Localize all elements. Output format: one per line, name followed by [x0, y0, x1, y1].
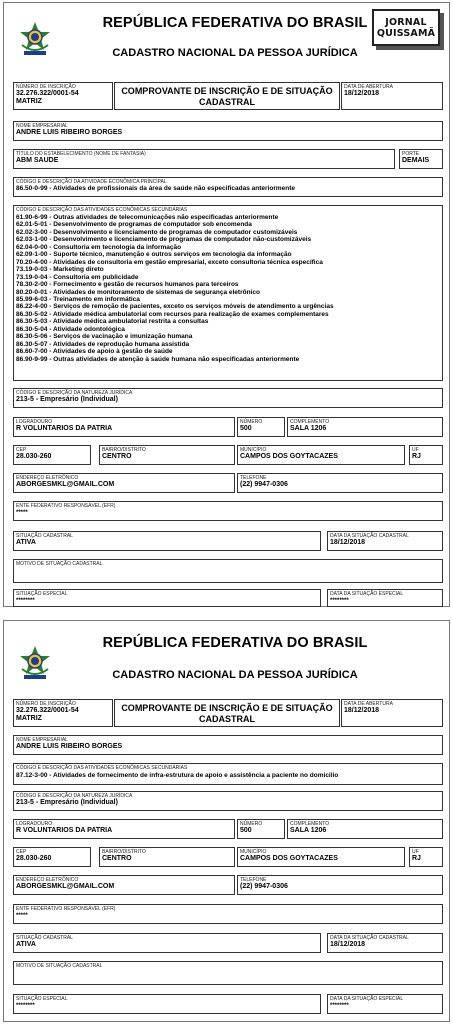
titulo-label: TÍTULO DO ESTABELECIMENTO (NOME DE FANTASIA)	[16, 151, 146, 157]
situacao-especial-label: SITUAÇÃO ESPECIAL	[16, 996, 68, 1002]
list-item: 86.30-5-07 - Atividades de reprodução humana assistida	[16, 340, 190, 348]
data-situacao-box	[327, 933, 443, 953]
motivo-box	[13, 961, 443, 985]
atividade-secundaria-value: 87.12-3-00 - Atividades de fornecimento de infra-estrutura de apoio e assistência a paciente no domicilio	[16, 772, 339, 779]
nome-empresarial-label: NOME EMPRESARIAL	[16, 737, 68, 743]
abertura-label: DATA DE ABERTURA	[344, 84, 393, 90]
numero-box	[237, 417, 285, 437]
complemento-value: SALA 1206	[290, 827, 327, 834]
atividade-principal-value: 86.50-0-99 - Atividades de profissionais da área de saúde não especificadas anteriormente	[16, 185, 296, 192]
inscricao-label: NÚMERO DE INSCRIÇÃO	[16, 701, 76, 707]
email-label: ENDEREÇO ELETRÔNICO	[16, 475, 79, 481]
page-header	[4, 3, 449, 73]
logradouro-box	[13, 819, 235, 839]
cep-label: CEP	[16, 447, 27, 453]
comprovante-box	[114, 699, 340, 727]
porte-box	[399, 149, 443, 169]
list-item: 62.02-3-00 - Desenvolvimento e licenciamento de programas de computador customizáveis	[16, 228, 298, 236]
jornal-quissama-stamp	[372, 9, 440, 46]
nome-empresarial-box	[13, 121, 443, 141]
nome-empresarial-value: ANDRE LUIS RIBEIRO BORGES	[16, 129, 123, 136]
list-item: 86.60-7-00 - Atividades de apoio à gestão de saúde	[16, 348, 173, 356]
abertura-label: DATA DE ABERTURA	[344, 701, 393, 707]
list-item: 62.01-5-01 - Desenvolvimento de programas de computador sob encomenda	[16, 221, 252, 229]
tipo-value: MATRIZ	[16, 715, 42, 722]
cep-value: 28.030-260	[16, 855, 52, 862]
numero-value: 500	[240, 827, 252, 834]
email-box	[13, 875, 235, 895]
situacao-label: SITUAÇÃO CADASTRAL	[16, 533, 73, 539]
list-item: 86.22-4-00 - Serviços de remoção de pacientes, exceto os serviços móveis de atendimento a urgências	[16, 303, 334, 311]
numero-box	[237, 819, 285, 839]
efr-box	[13, 904, 443, 924]
abertura-box	[341, 82, 443, 110]
natureza-juridica-value: 213-5 - Empresário (Individual)	[16, 799, 118, 806]
data-situacao-especial-box	[327, 994, 443, 1014]
email-value: ABORGESMKL@GMAIL.COM	[16, 883, 115, 890]
uf-box	[409, 847, 443, 867]
data-situacao-especial-label: DATA DA SITUAÇÃO ESPECIAL	[330, 996, 404, 1002]
atividades-secundarias-box	[13, 763, 443, 785]
numero-label: NÚMERO	[240, 821, 263, 827]
list-item: 86.30-5-02 - Atividade médica ambulatorial com recursos para realização de exames complementares	[16, 310, 329, 318]
uf-value: RJ	[412, 453, 421, 460]
telefone-value: (22) 9947-0306	[240, 883, 288, 890]
list-item: 86.30-5-03 - Atividade médica ambulatorial restrita a consultas	[16, 318, 209, 326]
comprovante-line-1: COMPROVANTE DE INSCRIÇÃO E DE SITUAÇÃO	[121, 86, 333, 96]
stamp-line-1: JORNAL	[385, 16, 427, 28]
comprovante-line-1: COMPROVANTE DE INSCRIÇÃO E DE SITUAÇÃO	[121, 703, 333, 713]
list-item: 80.20-0-01 - Atividades de monitoramento de sistemas de segurança eletrônico	[16, 288, 260, 296]
list-item: 86.90-9-99 - Outras atividades de atenção à saúde humana não especificadas anteriormente	[16, 355, 300, 363]
situacao-especial-label: SITUAÇÃO ESPECIAL	[16, 591, 68, 597]
municipio-value: CAMPOS DOS GOYTACAZES	[240, 453, 338, 460]
cadastro-title: CADASTRO NACIONAL DA PESSOA JURÍDICA	[112, 47, 358, 59]
situacao-especial-box	[13, 589, 321, 607]
tipo-value: MATRIZ	[16, 98, 42, 105]
bairro-label: BAIRRO/DISTRITO	[102, 447, 146, 453]
titulo-box	[13, 149, 395, 169]
nome-empresarial-box	[13, 735, 443, 755]
numero-label: NÚMERO	[240, 419, 263, 425]
cep-box	[13, 445, 91, 465]
list-item: 73.19-0-04 - Consultoria em publicidade	[16, 273, 139, 281]
list-item: 62.04-0-00 - Consultoria em tecnologia da informação	[16, 243, 182, 251]
bairro-value: CENTRO	[102, 453, 132, 460]
uf-box	[409, 445, 443, 465]
bairro-label: BAIRRO/DISTRITO	[102, 849, 146, 855]
porte-value: DEMAIS	[402, 157, 430, 164]
situacao-especial-box	[13, 994, 321, 1014]
comprovante-line-2: CADASTRAL	[199, 97, 255, 107]
complemento-box	[287, 819, 443, 839]
situacao-box	[13, 933, 321, 953]
inscricao-label: NÚMERO DE INSCRIÇÃO	[16, 84, 76, 90]
cnpj-value: 32.276.322/0001-54	[16, 707, 79, 714]
situacao-value: ATIVA	[16, 539, 36, 546]
list-item: 62.09-1-00 - Suporte técnico, manutenção e outros serviços em tecnologia da informação	[16, 251, 292, 259]
efr-label: ENTE FEDERATIVO RESPONSÁVEL (EFR)	[16, 906, 116, 912]
telefone-box	[237, 875, 443, 895]
list-item: 85.99-6-03 - Treinamento em informática	[16, 295, 140, 303]
page-header	[4, 621, 449, 691]
data-situacao-value: 18/12/2018	[330, 539, 366, 546]
bairro-box	[99, 445, 235, 465]
complemento-value: SALA 1206	[290, 425, 327, 432]
logradouro-label: LOGRADOURO	[16, 821, 53, 827]
list-item: 86.30-5-06 - Serviços de vacinação e imunização humana	[16, 333, 193, 341]
municipio-value: CAMPOS DOS GOYTACAZES	[240, 855, 338, 862]
complemento-label: COMPLEMENTO	[290, 821, 330, 827]
efr-label: ENTE FEDERATIVO RESPONSÁVEL (EFR)	[16, 503, 116, 509]
situacao-especial-value: ********	[16, 1003, 35, 1009]
nome-empresarial-value: ANDRE LUIS RIBEIRO BORGES	[16, 743, 123, 750]
brazil-coat-of-arms-icon	[18, 21, 52, 57]
municipio-label: MUNICÍPIO	[240, 849, 267, 855]
nome-empresarial-label: NOME EMPRESARIAL	[16, 123, 68, 129]
logradouro-box	[13, 417, 235, 437]
complemento-box	[287, 417, 443, 437]
data-situacao-especial-value: ********	[330, 1003, 349, 1009]
cnpj-value: 32.276.322/0001-54	[16, 90, 79, 97]
bairro-value: CENTRO	[102, 855, 132, 862]
municipio-box	[237, 847, 405, 867]
porte-label: PORTE	[402, 151, 420, 157]
abertura-value: 18/12/2018	[344, 90, 380, 97]
list-item: 73.19-0-03 - Marketing direto	[16, 266, 104, 274]
telefone-label: TELEFONE	[240, 877, 267, 883]
list-item: 86.30-5-04 - Atividade odontológica	[16, 325, 125, 333]
data-situacao-label: DATA DA SITUAÇÃO CADASTRAL	[330, 935, 409, 941]
motivo-box	[13, 559, 443, 583]
list-item: 62.03-1-00 - Desenvolvimento e licenciamento de programas de computador não-customizáveis	[16, 236, 312, 244]
republic-title: REPÚBLICA FEDERATIVA DO BRASIL	[102, 15, 368, 31]
document-page-1	[3, 2, 450, 607]
data-situacao-especial-label: DATA DA SITUAÇÃO ESPECIAL	[330, 591, 404, 597]
cep-box	[13, 847, 91, 867]
logradouro-value: R VOLUNTARIOS DA PATRIA	[16, 827, 113, 834]
comprovante-line-2: CADASTRAL	[199, 714, 255, 724]
motivo-label: MOTIVO DE SITUAÇÃO CADASTRAL	[16, 561, 103, 567]
data-situacao-especial-box	[327, 589, 443, 607]
document-page-2	[3, 620, 450, 1022]
cep-label: CEP	[16, 849, 27, 855]
atividades-secundarias-box	[13, 205, 443, 381]
abertura-value: 18/12/2018	[344, 707, 380, 714]
atividade-principal-box	[13, 177, 443, 197]
abertura-box	[341, 699, 443, 727]
brazil-coat-of-arms-icon	[18, 645, 52, 681]
republic-title: REPÚBLICA FEDERATIVA DO BRASIL	[102, 635, 368, 651]
email-label: ENDEREÇO ELETRÔNICO	[16, 877, 79, 883]
logradouro-label: LOGRADOURO	[16, 419, 53, 425]
comprovante-box	[114, 82, 340, 110]
motivo-label: MOTIVO DE SITUAÇÃO CADASTRAL	[16, 963, 103, 969]
inscricao-box	[13, 699, 113, 727]
telefone-label: TELEFONE	[240, 475, 267, 481]
email-value: ABORGESMKL@GMAIL.COM	[16, 481, 115, 488]
telefone-box	[237, 473, 443, 493]
situacao-value: ATIVA	[16, 941, 36, 948]
data-situacao-value: 18/12/2018	[330, 941, 366, 948]
atividades-secundarias-label: CÓDIGO E DESCRIÇÃO DAS ATIVIDADES ECONÔMICAS SECUNDÁRIAS	[16, 765, 188, 771]
natureza-juridica-box	[13, 791, 443, 811]
efr-value: *****	[16, 510, 28, 516]
atividade-principal-label: CÓDIGO E DESCRIÇÃO DA ATIVIDADE ECONÔMICA PRINCIPAL	[16, 179, 167, 185]
municipio-label: MUNICÍPIO	[240, 447, 267, 453]
list-item: 70.20-4-00 - Atividades de consultoria em gestão empresarial, exceto consultoria técnica específica	[16, 258, 323, 266]
uf-value: RJ	[412, 855, 421, 862]
complemento-label: COMPLEMENTO	[290, 419, 330, 425]
data-situacao-box	[327, 531, 443, 551]
logradouro-value: R VOLUNTARIOS DA PATRIA	[16, 425, 113, 432]
atividades-secundarias-list	[16, 214, 334, 363]
fantasia-value: ABM SAUDE	[16, 157, 59, 164]
data-situacao-label: DATA DA SITUAÇÃO CADASTRAL	[330, 533, 409, 539]
situacao-especial-value: ********	[16, 598, 35, 604]
efr-value: *****	[16, 913, 28, 919]
natureza-juridica-label: CÓDIGO E DESCRIÇÃO DA NATUREZA JURÍDICA	[16, 793, 133, 799]
bairro-box	[99, 847, 235, 867]
situacao-box	[13, 531, 321, 551]
situacao-label: SITUAÇÃO CADASTRAL	[16, 935, 73, 941]
natureza-juridica-label: CÓDIGO E DESCRIÇÃO DA NATUREZA JURÍDICA	[16, 390, 133, 396]
inscricao-box	[13, 82, 113, 110]
cadastro-title: CADASTRO NACIONAL DA PESSOA JURÍDICA	[112, 669, 358, 681]
email-box	[13, 473, 235, 493]
numero-value: 500	[240, 425, 252, 432]
list-item: 61.90-6-99 - Outras atividades de telecomunicações não especificadas anteriormente	[16, 214, 279, 221]
uf-label: UF	[412, 447, 419, 453]
atividades-secundarias-label: CÓDIGO E DESCRIÇÃO DAS ATIVIDADES ECONÔMICAS SECUNDÁRIAS	[16, 207, 188, 213]
data-situacao-especial-value: ********	[330, 598, 349, 604]
stamp-line-2: QUISSAMÃ	[376, 27, 436, 39]
uf-label: UF	[412, 849, 419, 855]
efr-box	[13, 501, 443, 521]
cep-value: 28.030-260	[16, 453, 52, 460]
list-item: 78.30-2-00 - Fornecimento e gestão de recursos humanos para terceiros	[16, 281, 239, 289]
telefone-value: (22) 9947-0306	[240, 481, 288, 488]
natureza-juridica-value: 213-5 - Empresário (Individual)	[16, 396, 118, 403]
municipio-box	[237, 445, 405, 465]
natureza-juridica-box	[13, 388, 443, 408]
